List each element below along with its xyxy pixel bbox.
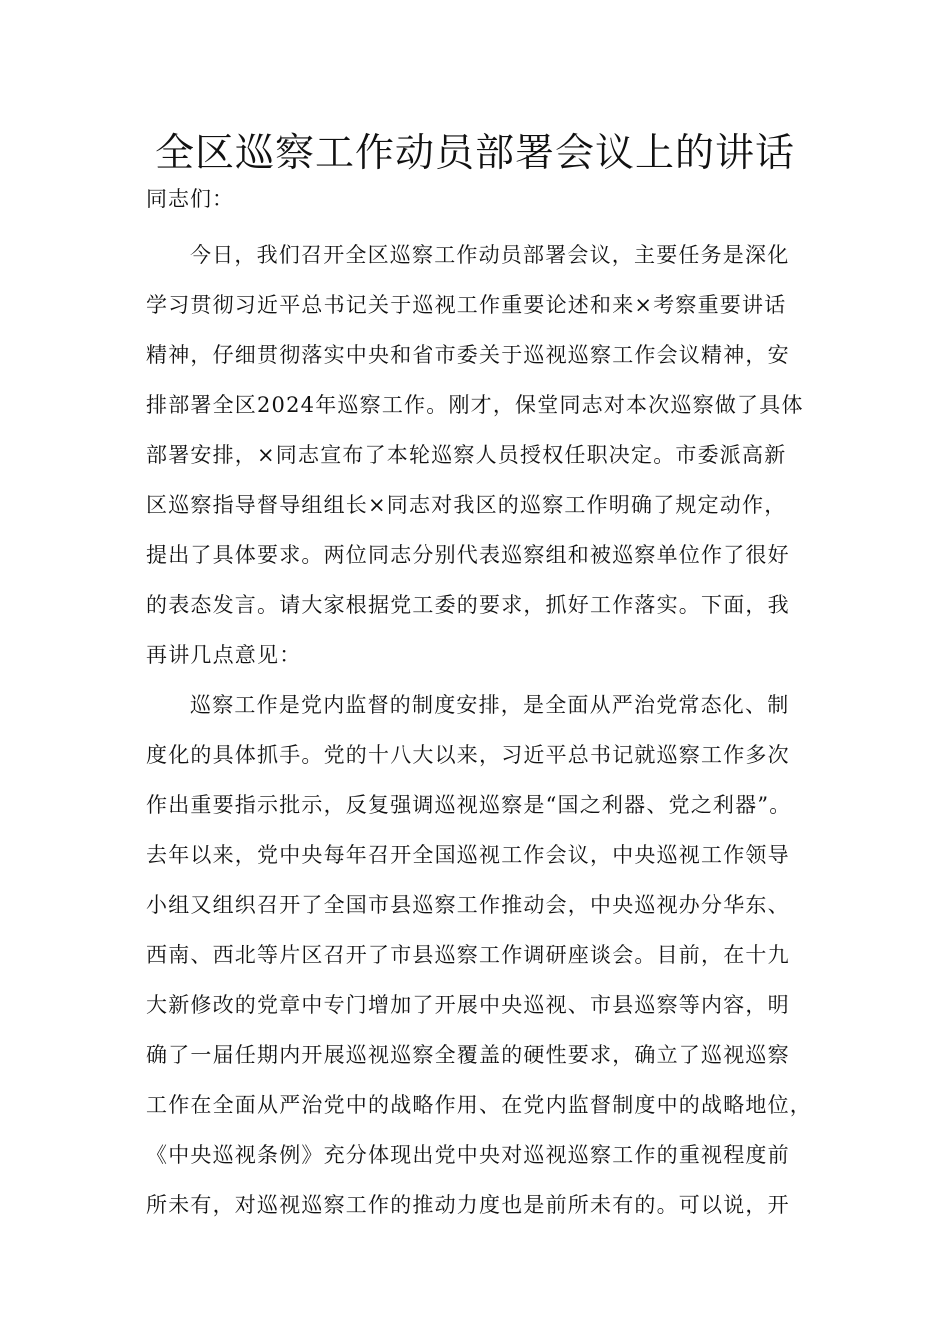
paragraph-1-line-4: 排部署全区2024年巡察工作。刚才，保堂同志对本次巡察做了具体	[146, 393, 804, 417]
paragraph-1-line-1: 今日，我们召开全区巡察工作动员部署会议，主要任务是深化	[190, 243, 790, 267]
paragraph-1-line-9: 再讲几点意见：	[146, 643, 302, 667]
document-body	[146, 230, 810, 1230]
paragraph-2-line-9: 工作在全面从严治党中的战略作用、在党内监督制度中的战略地位，	[146, 1093, 812, 1117]
paragraph-2-line-1: 巡察工作是党内监督的制度安排，是全面从严治党常态化、制	[190, 693, 790, 717]
paragraph-2-line-5: 小组又组织召开了全国市县巡察工作推动会，中央巡视办分华东、	[146, 893, 790, 917]
paragraph-2-line-8: 确了一届任期内开展巡视巡察全覆盖的硬性要求，确立了巡视巡察	[146, 1043, 790, 1067]
paragraph-1-line-3: 精神，仔细贯彻落实中央和省市委关于巡视巡察工作会议精神，安	[146, 343, 790, 367]
paragraph-2-line-2: 度化的具体抓手。党的十八大以来，习近平总书记就巡察工作多次	[146, 743, 790, 767]
paragraph-2-line-11: 所未有，对巡视巡察工作的推动力度也是前所未有的。可以说，开	[146, 1193, 790, 1217]
paragraph-2-line-7: 大新修改的党章中专门增加了开展中央巡视、市县巡察等内容，明	[146, 993, 790, 1017]
paragraph-2-line-4: 去年以来，党中央每年召开全国巡视工作会议，中央巡视工作领导	[146, 843, 790, 867]
paragraph-1-line-2: 学习贯彻习近平总书记关于巡视工作重要论述和来×考察重要讲话	[146, 293, 787, 317]
paragraph-2-line-3: 作出重要指示批示，反复强调巡视巡察是“国之利器、党之利器”。	[146, 793, 792, 817]
paragraph-2-line-6: 西南、西北等片区召开了市县巡察工作调研座谈会。目前，在十九	[146, 943, 790, 967]
paragraph-1-line-7: 提出了具体要求。两位同志分别代表巡察组和被巡察单位作了很好	[146, 543, 790, 567]
document-title: 全区巡察工作动员部署会议上的讲话	[154, 131, 795, 176]
paragraph-1-line-8: 的表态发言。请大家根据党工委的要求，抓好工作落实。下面，我	[146, 593, 790, 617]
greeting: 同志们：	[146, 187, 234, 211]
paragraph-2-line-10: 《中央巡视条例》充分体现出党中央对巡视巡察工作的重视程度前	[146, 1143, 790, 1167]
paragraph-1-line-5: 部署安排，×同志宣布了本轮巡察人员授权任职决定。市委派高新	[146, 443, 787, 467]
paragraph-1-line-6: 区巡察指导督导组组长×同志对我区的巡察工作明确了规定动作，	[146, 493, 787, 517]
